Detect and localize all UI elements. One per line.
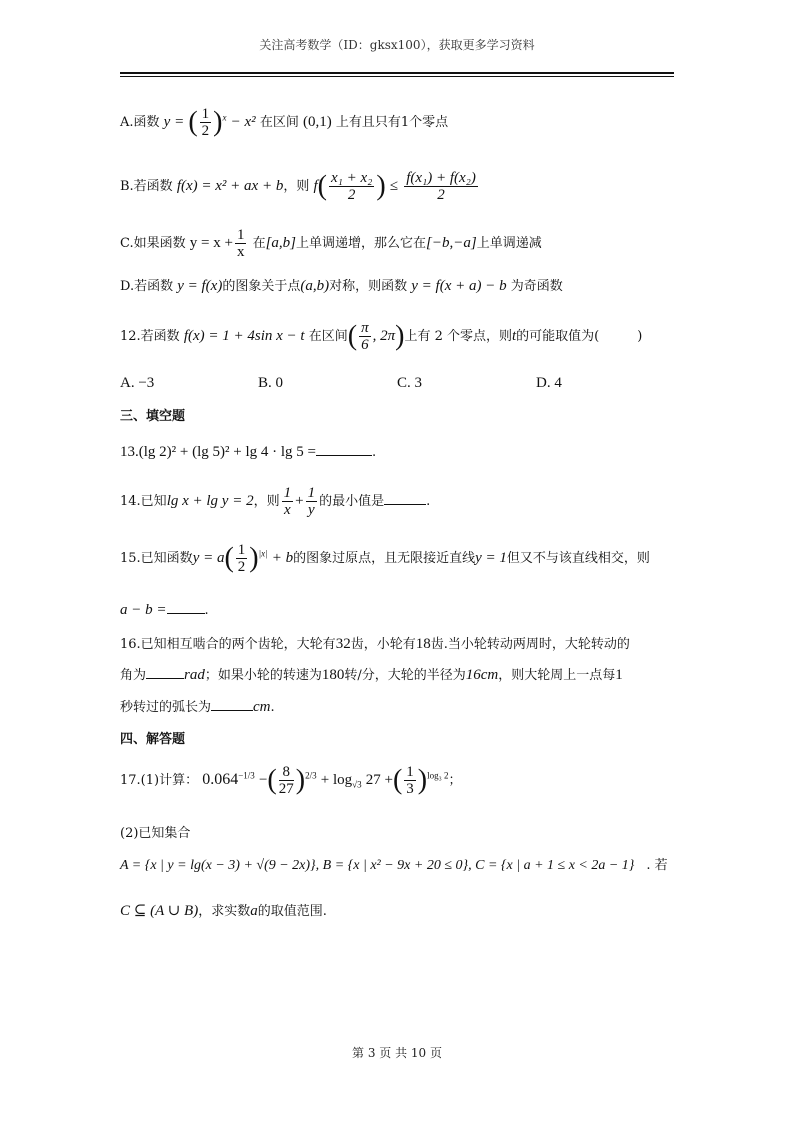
leq-sign: ≤ [389,178,399,194]
q12-choice-c: C. 3 [397,375,423,391]
q17-exp2: 2/3 [305,770,317,781]
option-c-interval2: [−b,−a] [426,235,477,251]
fraction-pi-6: $\frac{\pi}{6}$ [361,320,369,353]
question-17-part2: (2)已知集合 [120,826,191,841]
fraction-one-over-x: $\frac{1}{x}$ [236,227,245,260]
q17-label: 17.(1)计算： [120,773,199,788]
q17-end: ； [448,773,462,788]
page-header: 关注高考数学（ID：gksx100），获取更多学习资料 [259,38,535,52]
header-rule-thin [120,76,674,77]
question-16-line3 [120,696,275,716]
question-17-part1 [120,764,462,797]
q16-num: 18 [415,636,431,652]
paren-right: ) [213,106,223,138]
q16-num: 180 [321,667,345,683]
fraction-half: $\frac{1}{2}$ [201,106,210,139]
q17-cond-end: 的取值范围. [257,904,327,919]
paren-right: ) [395,320,405,352]
option-c-prefix: C.如果函数 [120,236,186,251]
q16-end: . [270,700,275,715]
q16-text: 转/分，大轮的半径为 [344,668,466,683]
q12-choice-b: B. 0 [258,375,284,391]
q14-mid: ，则 [253,494,280,509]
paren-right: ) [249,542,259,574]
question-16-line1 [120,633,630,653]
q15-mid: 的图象过原点，且无限接近直线 [293,551,476,566]
q15-fn: y = a [192,550,225,566]
question-12 [120,320,642,353]
section-fill-in: 三、填空题 [120,409,186,424]
q16-unit: rad [184,667,205,683]
q14-expr: lg x + lg y = 2 [166,493,254,509]
paren-right: ) [417,764,428,796]
q16-text: ，则大轮周上一点每 [498,668,616,683]
q16-num: 1 [615,667,623,683]
option-d-fn: y = f(x) [177,278,223,294]
option-c-suffix: 上单调递减 [476,236,542,251]
option-b-prefix: B.若函数 [120,179,173,194]
q15-exponent: |x| [258,548,268,559]
option-d-mid: 的图象关于点 [222,279,301,294]
option-d-prefix: D.若函数 [120,279,174,294]
paren-right: ) [376,170,386,202]
question-15-cont [120,602,209,619]
q12-suffix: 上有 2 个零点，则 [404,329,512,344]
q16-text: ；如果小轮的转速为 [204,668,322,683]
q15-blank[interactable] [167,613,205,614]
fraction-third: $\frac{1}{3}$ [406,764,414,797]
q17-log-arg: 27 + [365,772,393,788]
question-15 [120,542,650,575]
option-b-mid: ，则 [283,179,310,194]
q13-end: . [372,445,377,460]
q12-fn: f(x) = 1 + 4sin x − t [183,328,305,344]
q17-log-base: √3 [352,779,362,790]
fraction-one-over-y: $\frac{1}{y}$ [307,485,316,518]
section-solutions: 四、解答题 [120,732,186,747]
q16-text: 16.已知相互啮合的两个齿轮，大轮有 [120,637,336,652]
option-a-interval: (0,1) [302,114,332,130]
q17-var: a [250,903,258,919]
q14-blank[interactable] [384,504,426,505]
option-d-point: (a,b) [300,278,330,294]
q15-line: y = 1 [475,550,507,566]
q12-interval-end: , 2π [372,328,396,344]
q16-blank-arc[interactable] [211,710,253,711]
q12-label: 12.若函数 [120,329,180,344]
fraction-mean-x: $\frac{\text{x₁ + x₂}}{2}$ [330,170,373,203]
q16-text: 齿.当小轮转动两周时，大轮转动的 [430,637,630,652]
q15-end: . [204,603,209,618]
option-a-term: − x² [230,114,256,130]
q14-end: . [426,494,431,509]
option-11d [120,275,563,295]
q17-exp3: log₃ 2 [427,770,449,781]
option-d-suffix: 为奇函数 [510,279,563,294]
q17-log: + log [320,772,353,788]
q15-label: 15.已知函数 [120,551,193,566]
q16-num: 16cm [465,667,499,683]
option-11b [120,170,480,203]
q17-cond: C ⊆ (A ∪ B) [120,903,199,919]
question-17-condition [120,900,327,920]
option-c-fn: y = x + [189,235,233,251]
q16-unit: cm [253,699,271,715]
option-b-fx: f(x) = x² + ax + b [176,178,284,194]
q16-text: 秒转过的弧长为 [120,700,212,715]
paren-left: ( [392,764,403,796]
q14-suffix: 的最小值是 [319,494,385,509]
q15-suffix: 但又不与该直线相交，则 [506,551,650,566]
paren-left: ( [188,106,198,138]
q13-blank[interactable] [316,455,372,456]
q15-line2: a − b = [120,602,167,618]
paren-left: ( [267,764,277,796]
q16-num: 32 [335,636,351,652]
paren-left: ( [224,542,234,574]
option-c-interval1: [a,b] [265,235,297,251]
option-a-fn: y = [163,114,185,130]
q16-text: 齿，小轮有 [350,637,416,652]
q17-cond-tail: ，求实数 [198,904,251,919]
option-a-prefix: A.函数 [120,115,160,130]
paren-left: ( [317,170,327,202]
q17-base: 0.064 [202,771,239,788]
q12-close: ) [637,329,643,344]
q12-choice-a: A. −3 [120,375,155,391]
header-rule-thick [120,72,674,74]
option-d-fn2: y = f(x + a) − b [411,278,507,294]
question-16-line2 [120,664,623,684]
option-a-tail: 在区间 [259,115,299,130]
q12-suffix2: 的可能取值为( [516,329,600,344]
option-c-mid2: 上单调递增，那么它在 [296,236,427,251]
q14-label: 14.已知 [120,494,167,509]
page-footer: 第 3 页 共 10 页 [352,1046,442,1060]
q12-var: t [511,328,517,344]
q17-sets-end: . 若 [646,858,668,873]
option-c-mid: 在 [252,236,266,251]
q17-exp1: −1/3 [238,770,255,781]
option-d-mid2: 对称，则函数 [329,279,408,294]
q16-text: 角为 [120,668,147,683]
question-13 [120,444,376,461]
q15-plus: + b [271,550,294,566]
q17-sets: A = {x | y = lg(x − 3) + √(9 − 2x)}, B = {x | x² − 9x + 20 ≤ 0}, C = {x | a + 1 ≤ x < 2a − 1} [120,858,635,873]
fraction-one-over-x: $\frac{1}{x}$ [283,485,292,518]
question-14 [120,485,430,518]
plus-sign: + [295,493,304,509]
minus-sign: − [258,772,268,788]
q16-blank-angle[interactable] [146,678,184,679]
exponent-x: x [222,112,227,123]
option-11c [120,227,542,260]
paren-right: ) [295,764,306,796]
question-17-sets [120,854,668,874]
option-11a [120,106,448,139]
q12-choice-d: D. 4 [536,375,562,391]
fraction-mean-f: $\frac{\text{f(x₁) + f(x₂)}}{2}$ [406,170,476,203]
paren-left: ( [347,320,358,352]
option-b-lhs: f [313,178,318,194]
fraction-8-27: $\frac{8}{27}$ [278,764,294,797]
fraction-half: $\frac{1}{2}$ [237,542,246,575]
option-a-suffix: 上有且只有1个零点 [335,115,449,130]
q12-mid: 在区间 [308,329,348,344]
q13-expr: 13.(lg 2)² + (lg 5)² + lg 4 · lg 5 = [120,444,317,460]
